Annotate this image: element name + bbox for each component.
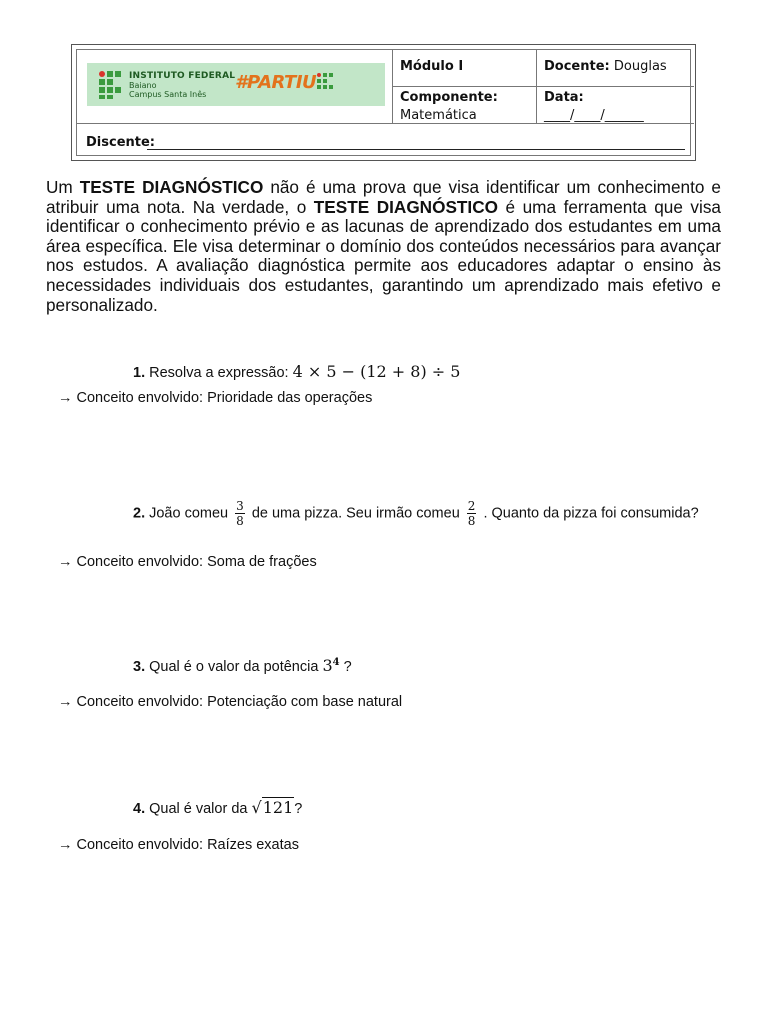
question-2-text-b: de uma pizza. Seu irmão comeu: [247, 505, 464, 522]
institution-name: INSTITUTO FEDERAL: [129, 71, 236, 81]
intro-text-2: não é uma prova que visa identificar um conhecimento e atribuir uma nota. Na verdade, o: [46, 177, 721, 217]
question-1-text: Resolva a expressão:: [145, 365, 293, 381]
docente-cell: [537, 50, 694, 87]
concept-4: [58, 837, 299, 853]
fraction-3-8: $\frac{3}{8}$: [236, 499, 244, 528]
question-3-text: Qual é o valor da potência: [145, 659, 323, 675]
concept-3-text: Conceito envolvido: Potenciação com base natural: [76, 694, 403, 710]
componente-label: Componente:: [400, 90, 498, 105]
intro-paragraph: [46, 178, 721, 315]
intro-text-1: Um: [46, 177, 80, 197]
question-3: [133, 656, 352, 675]
logo-cell: [77, 50, 393, 124]
concept-1: [58, 390, 372, 406]
discente-field[interactable]: [147, 149, 685, 150]
concept-1-text: Conceito envolvido: Prioridade das operações: [76, 390, 373, 406]
if-logo-text: [129, 72, 235, 99]
power-base: 3: [322, 656, 333, 675]
question-1-expression: 4 × 5 − (12 + 8) ÷ 5: [292, 362, 461, 381]
data-cell: [537, 87, 694, 124]
partiu-grid-icon: [317, 73, 333, 93]
modulo-cell: Módulo I: [393, 50, 537, 87]
square-root: [252, 798, 295, 817]
question-1: [133, 362, 460, 381]
radical-sign-icon: √: [251, 798, 262, 817]
concept-3: [58, 694, 402, 710]
question-4-text: Qual é valor da: [145, 801, 252, 817]
arrow-icon: →: [58, 837, 73, 853]
docente-value: Douglas: [613, 59, 667, 74]
intro-bold-2: TESTE DIAGNÓSTICO: [313, 196, 498, 217]
intro-bold-1: TESTE DIAGNÓSTICO: [79, 177, 264, 197]
componente-value: Matemática: [400, 108, 477, 123]
question-4-number: 4.: [133, 801, 146, 817]
arrow-icon: →: [58, 390, 73, 406]
if-logo-icon: [99, 71, 123, 99]
question-4: [133, 798, 302, 817]
power-exponent: 4: [332, 657, 340, 669]
institution-campus: Campus Santa Inês: [129, 90, 207, 99]
logo-banner: [87, 63, 385, 106]
question-2-text-a: João comeu: [145, 505, 233, 522]
arrow-icon: →: [58, 554, 73, 570]
question-1-number: 1.: [133, 365, 146, 381]
header-inner-frame: [76, 49, 691, 156]
discente-label: Discente:: [86, 135, 155, 150]
docente-label: Docente:: [544, 59, 610, 74]
question-2-number: 2.: [133, 505, 146, 522]
question-2-text-c: . Quanto da pizza foi consumida?: [479, 505, 699, 522]
question-3-number: 3.: [133, 659, 146, 675]
data-label: Data:: [544, 90, 584, 105]
question-4-suffix: ?: [294, 801, 303, 817]
fraction-2-8: $\frac{2}{8}$: [467, 499, 476, 528]
partiu-logo: #PARTIU: [235, 72, 317, 93]
concept-2-text: Conceito envolvido: Soma de frações: [76, 554, 317, 570]
institution-state: Baiano: [129, 81, 157, 90]
radicand: 121: [262, 798, 294, 817]
question-3-suffix: ?: [339, 659, 352, 675]
data-value[interactable]: ____/____/______: [544, 108, 644, 123]
header-table: [71, 44, 696, 161]
intro-text-3: é uma ferramenta que visa identificar o conhecimento prévio e as lacunas de aprendizado dos estudantes em uma área específica. Ele visa determinar o domínio dos conteúdos necessários para avançar nos estudos. A avaliação diagnóstica permite aos educadores adaptar o ensino às necessidades individuais dos estudantes, garantindo um aprendizado mais efetivo e personalizado.: [46, 196, 721, 315]
arrow-icon: →: [58, 694, 73, 710]
question-2: [133, 499, 699, 528]
concept-2: [58, 554, 317, 570]
componente-cell: [393, 87, 537, 124]
concept-4-text: Conceito envolvido: Raízes exatas: [76, 837, 299, 853]
